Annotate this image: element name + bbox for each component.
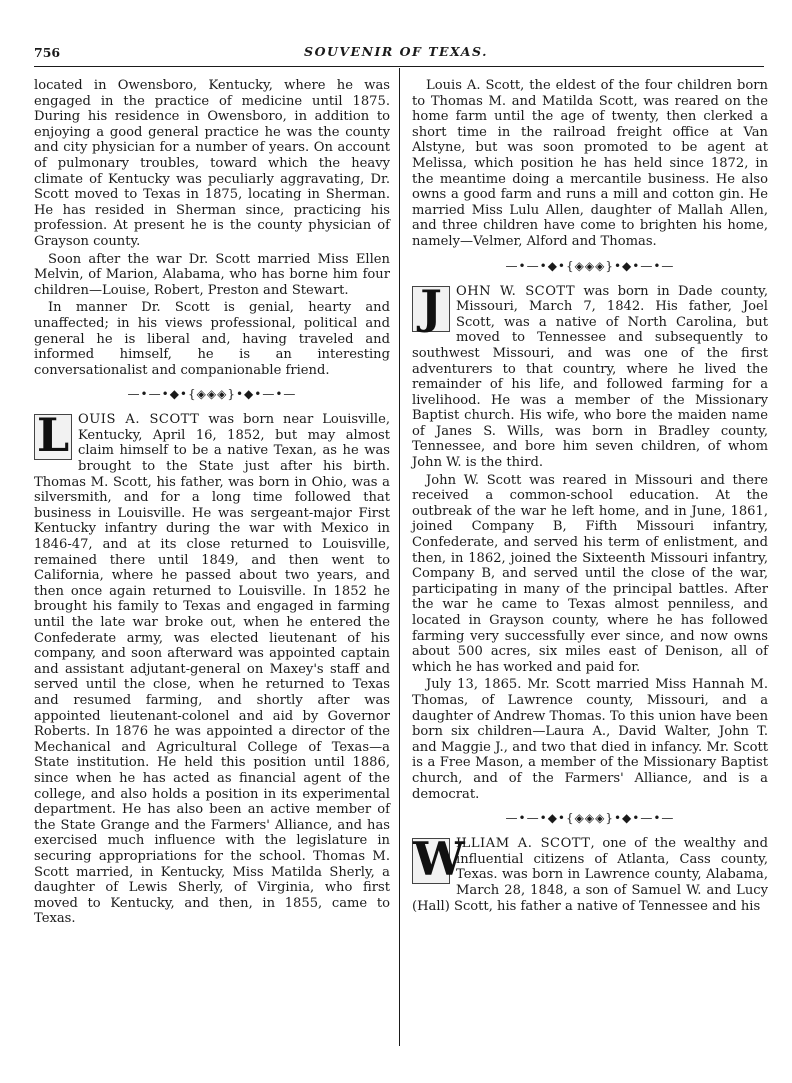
biography-john-scott	[412, 279, 768, 471]
paragraph: located in Owensboro, Kentucky, where he was engaged in the practice of medicine until 1875. During his residence in Owensboro, in addition to enjoying a good general practice he was the county and city physician for a number of years. On account of pulmonary troubles, toward which the heavy climate of Kentucky was peculiarly aggravating, Dr. Scott moved to Texas in 1875, locating in Sherman. He has resided in Sherman since, practicing his profession. At present he is the county physician of Grayson county.	[34, 78, 390, 249]
header-rule	[34, 66, 764, 67]
biography-louis-scott	[34, 408, 390, 927]
paragraph: John W. Scott was reared in Missouri and there received a common-school education. At the outbreak of the war he left home, and in June, 1861, joined Company B, Fifth Missouri infantry, Confederate, and served his term of enlistment, and then, in 1862, joined the Sixteenth Missouri infantry, Company B, and served until the close of the war, participating in many of the principal battles. After the war he came to Texas almost penniless, and located in Grayson county, where he has followed farming very successfully ever since, and now owns about 500 acres, six miles east of Denison, all of which he has worked and paid for.	[412, 472, 768, 675]
biography-william-scott	[412, 832, 768, 914]
drop-cap-initial: L	[34, 414, 72, 460]
paragraph: In manner Dr. Scott is genial, hearty and unaffected; in his views professional, political and general he is liberal and, having traveled and informed himself, he is an interesting conversationalist and companionable friend.	[34, 300, 390, 378]
drop-cap-initial: W	[413, 832, 465, 887]
section-ornament: —•—•◆•{◈◈◈}•◆•—•—	[505, 258, 675, 273]
paragraph: July 13, 1865. Mr. Scott married Miss Hannah M. Thomas, of Lawrence county, Missouri, and a daughter of Andrew Thomas. To this union have been born six children—Laura A., David Walter, John T. and Maggie J., and two that died in infancy. Mr. Scott is a Free Mason, a member of the Missionary Baptist church, and of the Farmers' Alliance, and is a democrat.	[412, 677, 768, 802]
running-title: SOUVENIR OF TEXAS.	[304, 44, 488, 59]
section-ornament: —•—•◆•{◈◈◈}•◆•—•—	[505, 811, 675, 826]
paragraph: Soon after the war Dr. Scott married Miss Ellen Melvin, of Marion, Alabama, who has borne him four children—Louise, Robert, Preston and Stewart.	[34, 251, 390, 298]
entry-name: OHN W. SCOTT	[456, 283, 576, 299]
left-column	[34, 78, 390, 929]
section-ornament: —•—•◆•{◈◈◈}•◆•—•—	[127, 387, 297, 402]
paragraph-text: was born near Louisville, Kentucky, April 16, 1852, but may almost claim himself to be a native Texan, as he was brought to the State just after his birth. Thomas M. Scott, his father, was born in Ohio, was a silversmith, and for a long time followed that business in Louisville. He was sergeant-major First Kentucky infantry during the war with Mexico in 1846-47, and at its close returned to Louisville, remained there until 1849, and then went to California, where he passed about two years, and then once again returned to Louisville. In 1852 he brought his family to Texas and engaged in farming until the late war broke out, when he entered the Confederate army, was elected lieutenant of his company, and soon afterward was appointed captain and assistant adjutant-general on Maxey's staff and served until the close, when he returned to Texas and resumed farming, and shortly after was appointed lieutenant-colonel and aid by Governor Roberts. In 1876 he was appointed a director of the Mechanical and Agricultural College of Texas—a State institution. He held this position until 1886, since when he has acted as financial agent of the college, and also holds a position in its experimental department. He has also been an active member of the State Grange and the Farmers' Alliance, and has exercised much influence with the legislature in securing appropriations for the school. Thomas M. Scott married, in Kentucky, Miss Matilda Sherly, a daughter of Lewis Sherly, of Virginia, who first moved to Kentucky, and then, in 1855, came to Texas.	[34, 412, 390, 927]
right-column	[412, 78, 768, 916]
paragraph-text: , one of the wealthy and influential citizens of Atlanta, Cass county, Texas. was born in Lawrence county, Alabama, March 28, 1848, a son of Samuel W. and Lucy (Hall) Scott, his father a native of Tennessee and his	[412, 836, 768, 914]
entry-name: OUIS A. SCOTT	[78, 412, 200, 428]
paragraph-text: was born in Dade county, Missouri, March 7, 1842. His father, Joel Scott, was a native of North Carolina, but moved to Tennessee and subsequently to southwest Missouri, and was one of the first adventurers to that country, where he lived the remainder of his life, and followed farming for a livelihood. He was a member of the Missionary Baptist church. His wife, who bore the maiden name of Janes S. Wills, was born in Bradley county, Tennessee, and bore him seven children, of whom John W. is the third.	[412, 283, 768, 471]
column-divider	[399, 68, 400, 1046]
drop-cap-initial: J	[412, 286, 450, 332]
page-number: 756	[34, 45, 61, 60]
entry-name: ILLIAM A. SCOTT	[456, 836, 591, 852]
paragraph: Louis A. Scott, the eldest of the four children born to Thomas M. and Matilda Scott, was reared on the home farm until the age of twenty, then clerked a short time in the railroad freight office at Van Alstyne, but was soon promoted to be agent at Melissa, which position he has held since 1872, in the meantime doing a mercantile business. He also owns a good farm and runs a mill and cotton gin. He married Miss Lulu Allen, daughter of Mallah Allen, and three children have come to brighten his home, namely—Velmer, Alford and Thomas.	[412, 78, 768, 249]
